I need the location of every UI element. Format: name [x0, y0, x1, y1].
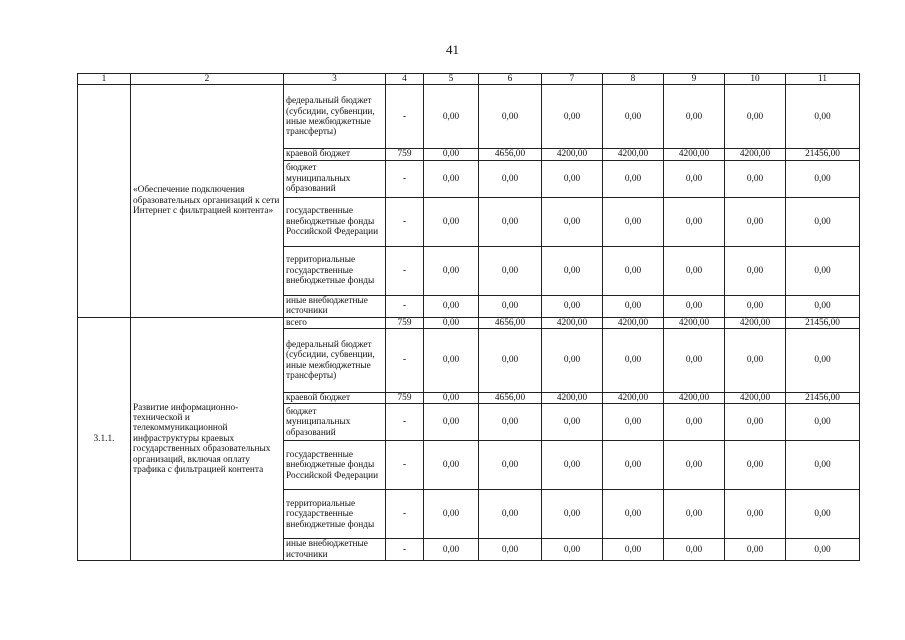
amount-cell: 0,00 [424, 149, 479, 160]
amount-cell: 0,00 [424, 160, 479, 197]
amount-cell: 0,00 [479, 85, 542, 149]
code-cell: - [386, 539, 424, 561]
amount-cell: 4200,00 [725, 393, 786, 404]
funding-source-cell: краевой бюджет [284, 393, 386, 404]
amount-cell: 4656,00 [479, 149, 542, 160]
amount-cell: 0,00 [424, 441, 479, 490]
amount-cell: 0,00 [479, 295, 542, 317]
amount-cell: 0,00 [664, 490, 725, 539]
amount-cell: 0,00 [479, 197, 542, 246]
code-cell: 759 [386, 393, 424, 404]
amount-cell: 0,00 [725, 404, 786, 441]
amount-cell: 0,00 [786, 329, 860, 393]
amount-cell: 0,00 [542, 160, 603, 197]
funding-source-cell: иные внебюджетные источники [284, 539, 386, 561]
amount-cell: 0,00 [725, 441, 786, 490]
amount-cell: 0,00 [542, 441, 603, 490]
table-row [78, 317, 860, 328]
item-name-cell: Развитие информационно-технической и телекоммуникационной инфраструктуры краевых государственных образовательных организаций, включая оплату трафика с фильтрацией контента [131, 317, 284, 561]
amount-cell: 0,00 [542, 329, 603, 393]
amount-cell: 4200,00 [603, 317, 664, 328]
amount-cell: 0,00 [479, 539, 542, 561]
amount-cell: 0,00 [479, 160, 542, 197]
funding-source-cell: государственные внебюджетные фонды Российской Федерации [284, 441, 386, 490]
amount-cell: 0,00 [424, 295, 479, 317]
amount-cell: 0,00 [542, 197, 603, 246]
amount-cell: 0,00 [786, 539, 860, 561]
amount-cell: 0,00 [725, 246, 786, 295]
amount-cell: 0,00 [786, 295, 860, 317]
amount-cell: 0,00 [664, 197, 725, 246]
amount-cell: 4200,00 [725, 149, 786, 160]
code-cell: - [386, 329, 424, 393]
table-row [78, 85, 860, 149]
funding-source-cell: бюджет муниципальных образований [284, 404, 386, 441]
amount-cell: 0,00 [786, 197, 860, 246]
funding-source-cell: всего [284, 317, 386, 328]
amount-cell: 0,00 [603, 160, 664, 197]
amount-cell: 0,00 [542, 404, 603, 441]
amount-cell: 0,00 [542, 295, 603, 317]
amount-cell: 0,00 [542, 539, 603, 561]
code-cell: - [386, 197, 424, 246]
column-number-cell: 8 [603, 74, 664, 85]
page-number: 41 [446, 42, 459, 57]
code-cell: - [386, 490, 424, 539]
column-number-cell: 9 [664, 74, 725, 85]
amount-cell: 0,00 [424, 329, 479, 393]
column-number-cell: 1 [78, 74, 131, 85]
column-number-cell: 11 [786, 74, 860, 85]
amount-cell: 4656,00 [479, 317, 542, 328]
code-cell: - [386, 441, 424, 490]
amount-cell: 0,00 [424, 490, 479, 539]
amount-cell: 4200,00 [664, 317, 725, 328]
amount-cell: 0,00 [664, 539, 725, 561]
amount-cell: 0,00 [725, 197, 786, 246]
amount-cell: 0,00 [603, 441, 664, 490]
amount-cell: 0,00 [664, 404, 725, 441]
amount-cell: 0,00 [424, 539, 479, 561]
amount-cell: 0,00 [786, 441, 860, 490]
amount-cell: 0,00 [664, 441, 725, 490]
amount-cell: 0,00 [786, 490, 860, 539]
item-code-cell: 3.1.1. [78, 317, 131, 561]
amount-cell: 0,00 [725, 329, 786, 393]
amount-cell: 0,00 [424, 85, 479, 149]
amount-cell: 21456,00 [786, 149, 860, 160]
amount-cell: 4200,00 [664, 393, 725, 404]
amount-cell: 4200,00 [603, 149, 664, 160]
item-name-cell: «Обеспечение подключения образовательных организаций к сети Интернет с фильтрацией контента» [131, 85, 284, 317]
amount-cell: 0,00 [424, 197, 479, 246]
amount-cell: 0,00 [664, 295, 725, 317]
funding-source-cell: федеральный бюджет (субсидии, субвенции, иные межбюджетные трансферты) [284, 329, 386, 393]
column-number-cell: 6 [479, 74, 542, 85]
amount-cell: 4200,00 [664, 149, 725, 160]
funding-source-cell: территориальные государственные внебюджетные фонды [284, 490, 386, 539]
funding-source-cell: краевой бюджет [284, 149, 386, 160]
amount-cell: 0,00 [786, 246, 860, 295]
amount-cell: 0,00 [725, 160, 786, 197]
amount-cell: 4656,00 [479, 393, 542, 404]
amount-cell: 0,00 [725, 295, 786, 317]
amount-cell: 0,00 [786, 404, 860, 441]
column-number-cell: 5 [424, 74, 479, 85]
funding-source-cell: территориальные государственные внебюджетные фонды [284, 246, 386, 295]
amount-cell: 0,00 [479, 329, 542, 393]
amount-cell: 0,00 [542, 246, 603, 295]
funding-source-cell: иные внебюджетные источники [284, 295, 386, 317]
amount-cell: 0,00 [664, 160, 725, 197]
amount-cell: 0,00 [603, 85, 664, 149]
amount-cell: 4200,00 [542, 393, 603, 404]
amount-cell: 0,00 [786, 85, 860, 149]
column-number-cell: 3 [284, 74, 386, 85]
funding-source-cell: государственные внебюджетные фонды Российской Федерации [284, 197, 386, 246]
funding-source-cell: бюджет муниципальных образований [284, 160, 386, 197]
column-number-cell: 4 [386, 74, 424, 85]
amount-cell: 0,00 [725, 539, 786, 561]
amount-cell: 0,00 [664, 329, 725, 393]
code-cell: - [386, 404, 424, 441]
amount-cell: 0,00 [786, 160, 860, 197]
header-row [78, 74, 860, 85]
code-cell: - [386, 160, 424, 197]
amount-cell: 0,00 [542, 490, 603, 539]
amount-cell: 0,00 [424, 393, 479, 404]
amount-cell: 0,00 [664, 85, 725, 149]
amount-cell: 4200,00 [725, 317, 786, 328]
amount-cell: 0,00 [479, 404, 542, 441]
amount-cell: 0,00 [542, 85, 603, 149]
amount-cell: 0,00 [603, 246, 664, 295]
funding-source-cell: федеральный бюджет (субсидии, субвенции, иные межбюджетные трансферты) [284, 85, 386, 149]
amount-cell: 4200,00 [603, 393, 664, 404]
code-cell: - [386, 295, 424, 317]
amount-cell: 0,00 [603, 539, 664, 561]
amount-cell: 0,00 [479, 490, 542, 539]
column-number-cell: 7 [542, 74, 603, 85]
amount-cell: 0,00 [664, 246, 725, 295]
amount-cell: 0,00 [479, 441, 542, 490]
amount-cell: 0,00 [725, 490, 786, 539]
column-number-cell: 2 [131, 74, 284, 85]
amount-cell: 21456,00 [786, 317, 860, 328]
amount-cell: 0,00 [603, 490, 664, 539]
amount-cell: 4200,00 [542, 149, 603, 160]
amount-cell: 4200,00 [542, 317, 603, 328]
amount-cell: 0,00 [603, 329, 664, 393]
code-cell: - [386, 85, 424, 149]
amount-cell: 0,00 [603, 404, 664, 441]
column-number-cell: 10 [725, 74, 786, 85]
amount-cell: 0,00 [479, 246, 542, 295]
code-cell: - [386, 246, 424, 295]
item-code-cell [78, 85, 131, 317]
amount-cell: 0,00 [725, 85, 786, 149]
amount-cell: 0,00 [603, 197, 664, 246]
budget-table [77, 73, 860, 561]
amount-cell: 0,00 [424, 404, 479, 441]
code-cell: 759 [386, 317, 424, 328]
amount-cell: 0,00 [424, 246, 479, 295]
amount-cell: 21456,00 [786, 393, 860, 404]
amount-cell: 0,00 [603, 295, 664, 317]
code-cell: 759 [386, 149, 424, 160]
amount-cell: 0,00 [424, 317, 479, 328]
